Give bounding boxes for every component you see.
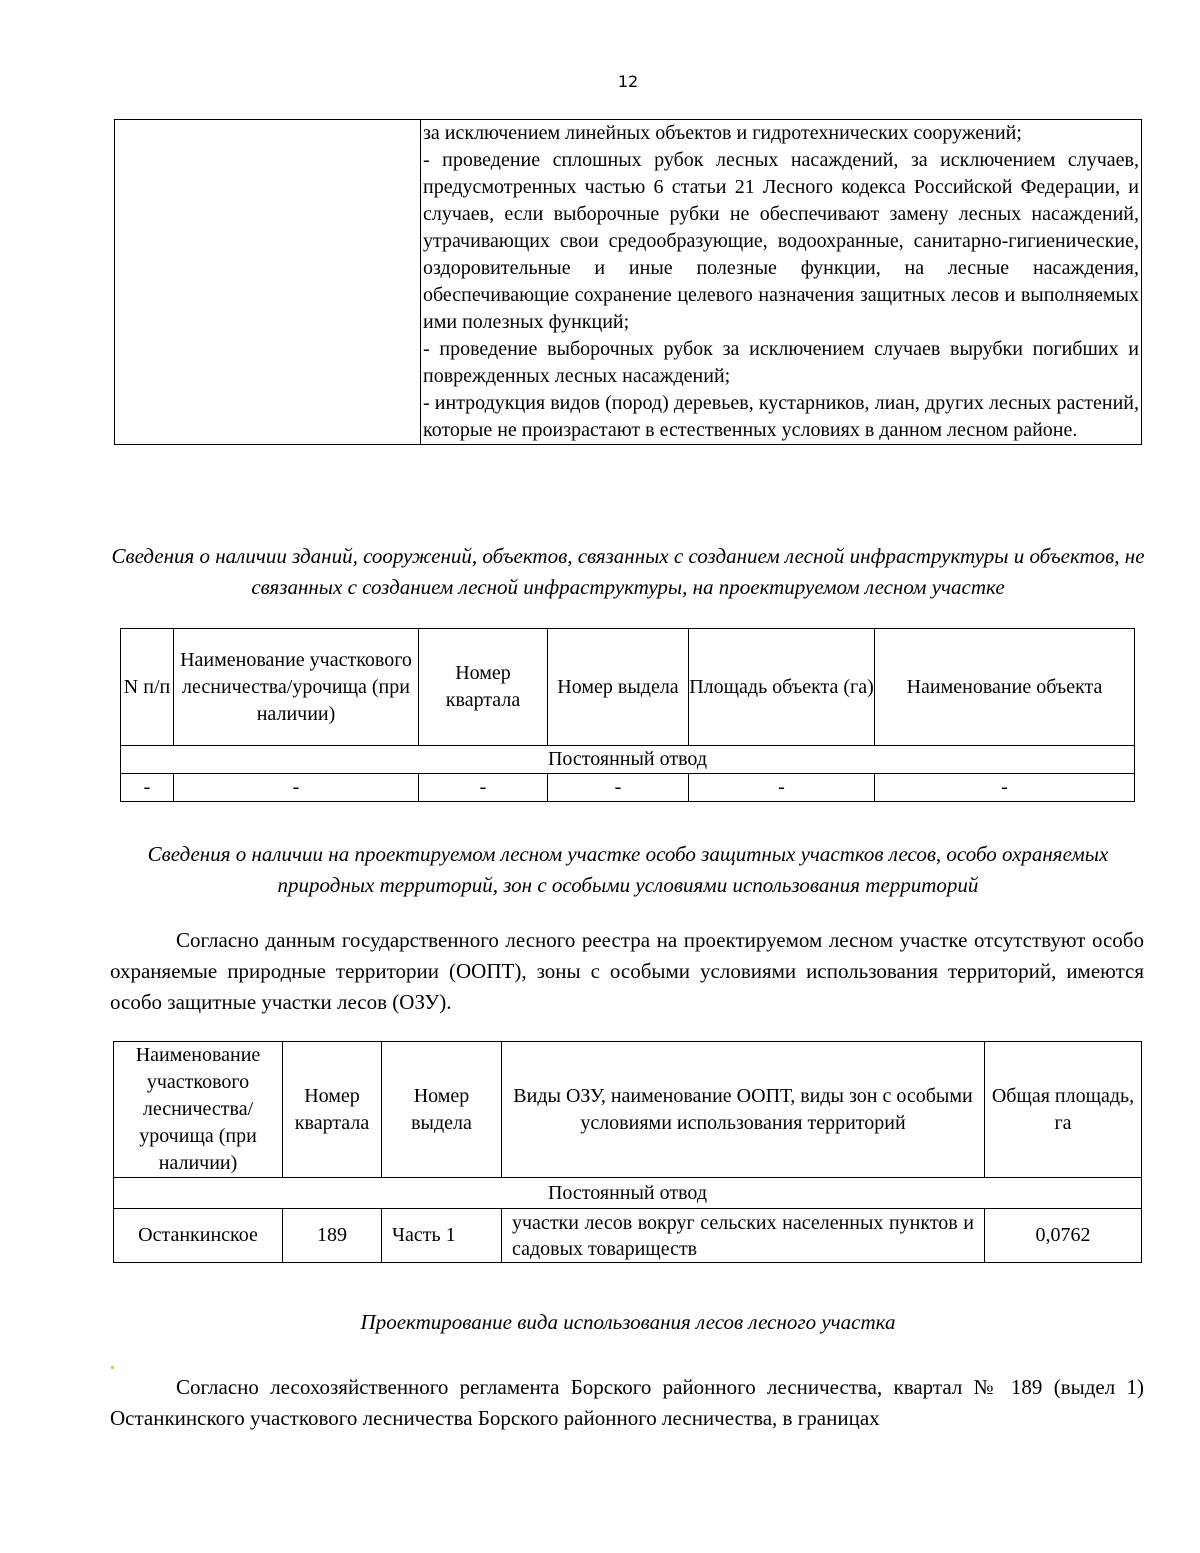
paragraph-registry xyxy=(110,925,1144,1018)
column-header: Наименование участкового лесничества/урочища (при наличии) xyxy=(114,1042,283,1178)
section-label: Постоянный отвод xyxy=(121,746,1135,774)
page-number: 12 xyxy=(617,72,639,91)
table-header-row xyxy=(114,1042,1142,1178)
table-section-row xyxy=(121,746,1135,774)
column-header: Площадь объекта (га) xyxy=(689,629,875,746)
table-row xyxy=(115,120,1142,445)
table-cell-empty xyxy=(115,120,421,445)
column-header: Общая площадь, га xyxy=(985,1042,1142,1178)
section-label: Постоянный отвод xyxy=(114,1178,1142,1209)
column-header: Наименование объекта xyxy=(875,629,1135,746)
table-cell: - xyxy=(174,774,419,802)
table-header-row xyxy=(121,629,1135,746)
paragraph-text: Согласно лесохозяйственного регламента Борского районного лесничества, квартал № 189 (выдел 1) Останкинского участкового лесничества Борского районного лесничества, в границах xyxy=(110,1375,1144,1430)
column-header: Номер выдела xyxy=(548,629,689,746)
section-heading-buildings: Сведения о наличии зданий, сооружений, объектов, связанных с созданием лесной инфраструктуры и объектов, не связанных с созданием лесной инфраструктуры, на проектируемом лесном участке xyxy=(111,544,1145,599)
table-cell: - xyxy=(548,774,689,802)
table-cell-restrictions xyxy=(421,120,1142,445)
restrictions-table xyxy=(114,119,1142,445)
table-cell: участки лесов вокруг сельских населенных пунктов и садовых товариществ xyxy=(502,1209,985,1263)
table-row xyxy=(114,1209,1142,1263)
table-section-row xyxy=(114,1178,1142,1209)
table-cell: 0,0762 xyxy=(985,1209,1142,1263)
table-cell: Останкинское xyxy=(114,1209,283,1263)
column-header: Виды ОЗУ, наименование ООПТ, виды зон с особыми условиями использования территорий xyxy=(502,1042,985,1178)
table-cell: - xyxy=(689,774,875,802)
stray-mark xyxy=(111,1366,114,1369)
buildings-table xyxy=(120,628,1135,802)
restriction-text: - интродукция видов (пород) деревьев, кустарников, лиан, других лесных растений, которые не произрастают в естественных условиях в данном лесном районе. xyxy=(423,392,1139,441)
restriction-text: за исключением линейных объектов и гидротехнических сооружений; xyxy=(423,122,1022,144)
table-row xyxy=(121,774,1135,802)
ozu-table xyxy=(113,1041,1142,1263)
column-header: N п/п xyxy=(121,629,174,746)
section-heading-protected: Сведения о наличии на проектируемом лесном участке особо защитных участков лесов, особо охраняемых природных территорий, зон с особыми условиями использования территорий xyxy=(147,842,1109,897)
section-heading-usage: Проектирование вида использования лесов лесного участка xyxy=(360,1310,896,1334)
table-cell: - xyxy=(419,774,548,802)
column-header: Номер квартала xyxy=(283,1042,382,1178)
column-header: Наименование участкового лесничества/урочища (при наличии) xyxy=(174,629,419,746)
table-cell: Часть 1 xyxy=(382,1209,502,1263)
table-cell: - xyxy=(875,774,1135,802)
table-cell: - xyxy=(121,774,174,802)
restriction-text: - проведение выборочных рубок за исключением случаев вырубки погибших и поврежденных лесных насаждений; xyxy=(423,338,1139,387)
column-header: Номер выдела xyxy=(382,1042,502,1178)
paragraph-text: Согласно данным государственного лесного реестра на проектируемом лесном участке отсутствуют особо охраняемые природные территории (ООПТ), зоны с особыми условиями использования территорий, имеются особо защитные участки лесов (ОЗУ). xyxy=(110,928,1144,1014)
column-header: Номер квартала xyxy=(419,629,548,746)
restriction-text: - проведение сплошных рубок лесных насаждений, за исключением случаев, предусмотренных частью 6 статьи 21 Лесного кодекса Российской Федерации, и случаев, если выборочные рубки не обеспечивают замену лесных насаждений, утрачивающих свои средообразующие, водоохранные, санитарно-гигиенические, оздоровительные и иные полезные функции, на лесные насаждения, обеспечивающие сохранение целевого назначения защитных лесов и выполняемых ими полезных функций; xyxy=(423,149,1139,333)
table-cell: 189 xyxy=(283,1209,382,1263)
paragraph-regulation xyxy=(110,1372,1144,1434)
